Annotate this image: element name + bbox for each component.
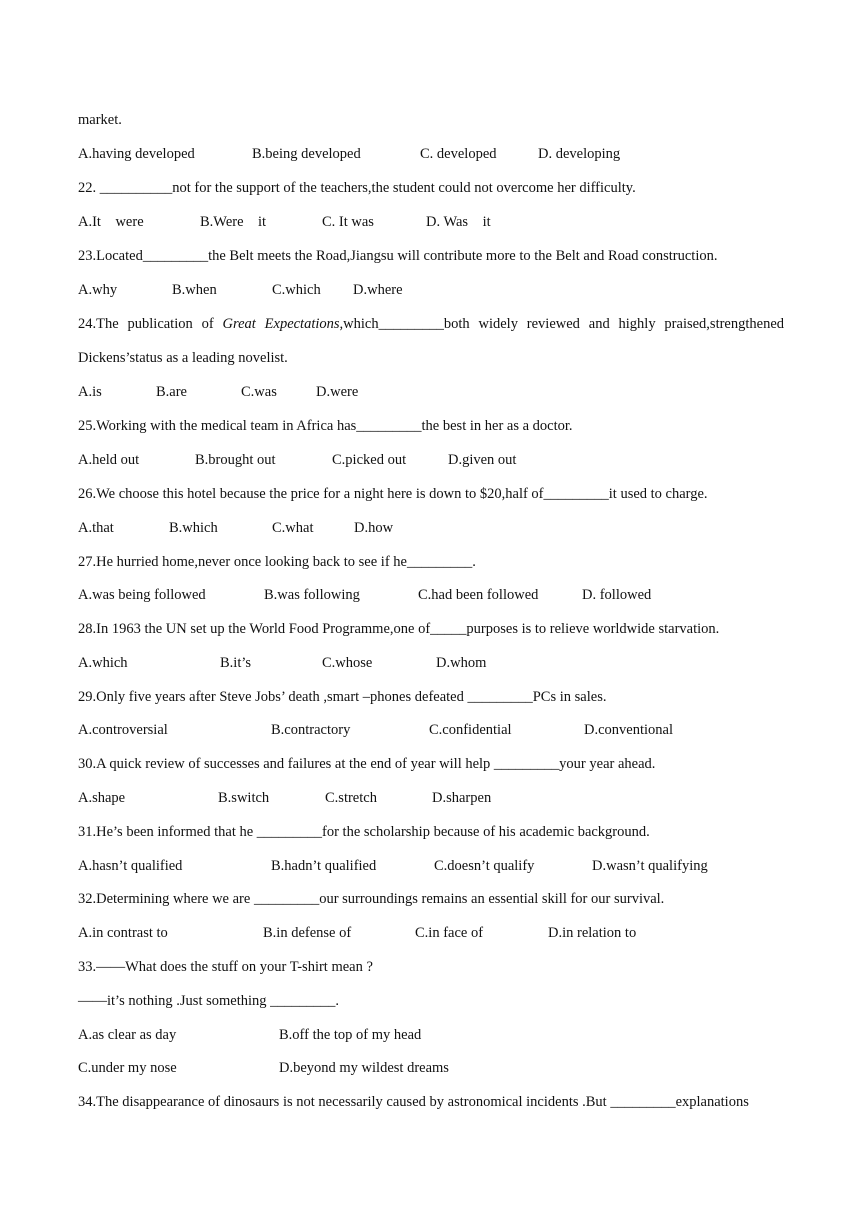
option-d: D.sharpen xyxy=(432,790,492,806)
option-c: C.whose xyxy=(322,655,373,671)
question-34-stem: 34.The disappearance of dinosaurs is not necessarily caused by astronomical incidents .But _________explanations xyxy=(78,1094,749,1110)
option-d: D.how xyxy=(354,520,394,536)
option-a: A.which xyxy=(78,655,128,671)
option-a: A.It were xyxy=(78,214,144,230)
question-24-stem-post: which_________both widely reviewed and highly praised,strengthened xyxy=(343,316,785,332)
option-d: D. Was it xyxy=(426,214,491,230)
option-b: B.being developed xyxy=(252,146,361,162)
option-a: A.shape xyxy=(78,790,126,806)
option-c: C.picked out xyxy=(332,452,407,468)
option-b: B.are xyxy=(156,384,187,400)
question-25-stem: 25.Working with the medical team in Africa has_________the best in her as a doctor. xyxy=(78,418,573,434)
option-b: B.was following xyxy=(264,587,360,603)
option-c: C.had been followed xyxy=(418,587,539,603)
option-a: A.having developed xyxy=(78,146,195,162)
option-b: B.off the top of my head xyxy=(279,1027,422,1043)
option-a: A.was being followed xyxy=(78,587,206,603)
option-b: B.when xyxy=(172,282,217,298)
option-c: C.stretch xyxy=(325,790,377,806)
option-a: A.hasn’t qualified xyxy=(78,858,183,874)
question-33-stem: 33.——What does the stuff on your T-shirt mean ? xyxy=(78,959,373,975)
option-b: B.brought out xyxy=(195,452,276,468)
option-c: C.under my nose xyxy=(78,1060,177,1076)
question-28-stem: 28.In 1963 the UN set up the World Food Programme,one of_____purposes is to relieve worldwide starvation. xyxy=(78,621,720,637)
option-d: D.where xyxy=(353,282,403,298)
question-24-stem-pre: 24.The publication of xyxy=(78,316,223,332)
option-b: B.contractory xyxy=(271,722,351,738)
option-c: C.doesn’t qualify xyxy=(434,858,535,874)
option-b: B.switch xyxy=(218,790,270,806)
question-22-stem: 22. __________not for the support of the teachers,the student could not overcome her difficulty. xyxy=(78,180,636,196)
book-title: Great Expectations, xyxy=(222,316,344,332)
option-b: B.in defense of xyxy=(263,925,352,941)
option-b: B.it’s xyxy=(220,655,252,671)
question-30-stem: 30.A quick review of successes and failures at the end of year will help _________your year ahead. xyxy=(78,756,656,772)
question-31-stem: 31.He’s been informed that he _________for the scholarship because of his academic background. xyxy=(78,824,650,840)
option-c: C. It was xyxy=(322,214,374,230)
question-29-stem: 29.Only five years after Steve Jobs’ death ,smart –phones defeated _________PCs in sales. xyxy=(78,689,607,705)
option-d: D.conventional xyxy=(584,722,673,738)
option-c: C.what xyxy=(272,520,314,536)
question-26-stem: 26.We choose this hotel because the price for a night here is down to $20,half of_________it used to charge. xyxy=(78,486,708,502)
option-c: C.which xyxy=(272,282,321,298)
option-b: B.Were it xyxy=(200,214,267,230)
question-33-stem-line2: ——it’s nothing .Just something _________. xyxy=(78,993,340,1009)
option-c: C.was xyxy=(241,384,277,400)
question-stem-continuation: market. xyxy=(78,112,122,128)
question-24-stem-line2: Dickens’status as a leading novelist. xyxy=(78,350,288,366)
question-32-stem: 32.Determining where we are _________our surroundings remains an essential skill for our survival. xyxy=(78,891,665,907)
option-d: D.wasn’t qualifying xyxy=(592,858,708,874)
option-a: A.is xyxy=(78,384,102,400)
option-d: D.beyond my wildest dreams xyxy=(279,1060,449,1076)
option-a: A.that xyxy=(78,520,114,536)
option-d: D. developing xyxy=(538,146,621,162)
option-a: A.controversial xyxy=(78,722,168,738)
option-a: A.why xyxy=(78,282,118,298)
option-a: A.in contrast to xyxy=(78,925,168,941)
question-24-stem xyxy=(78,314,784,334)
option-d: D.in relation to xyxy=(548,925,637,941)
question-27-stem: 27.He hurried home,never once looking back to see if he_________. xyxy=(78,554,476,570)
option-c: C.confidential xyxy=(429,722,512,738)
option-b: B.which xyxy=(169,520,218,536)
option-a: A.held out xyxy=(78,452,140,468)
option-d: D.whom xyxy=(436,655,487,671)
question-23-stem: 23.Located_________the Belt meets the Road,Jiangsu will contribute more to the Belt and Road construction. xyxy=(78,248,718,264)
option-c: C.in face of xyxy=(415,925,484,941)
option-a: A.as clear as day xyxy=(78,1027,177,1043)
option-d: D.given out xyxy=(448,452,517,468)
option-d: D. followed xyxy=(582,587,652,603)
option-c: C. developed xyxy=(420,146,497,162)
option-d: D.were xyxy=(316,384,359,400)
option-b: B.hadn’t qualified xyxy=(271,858,377,874)
